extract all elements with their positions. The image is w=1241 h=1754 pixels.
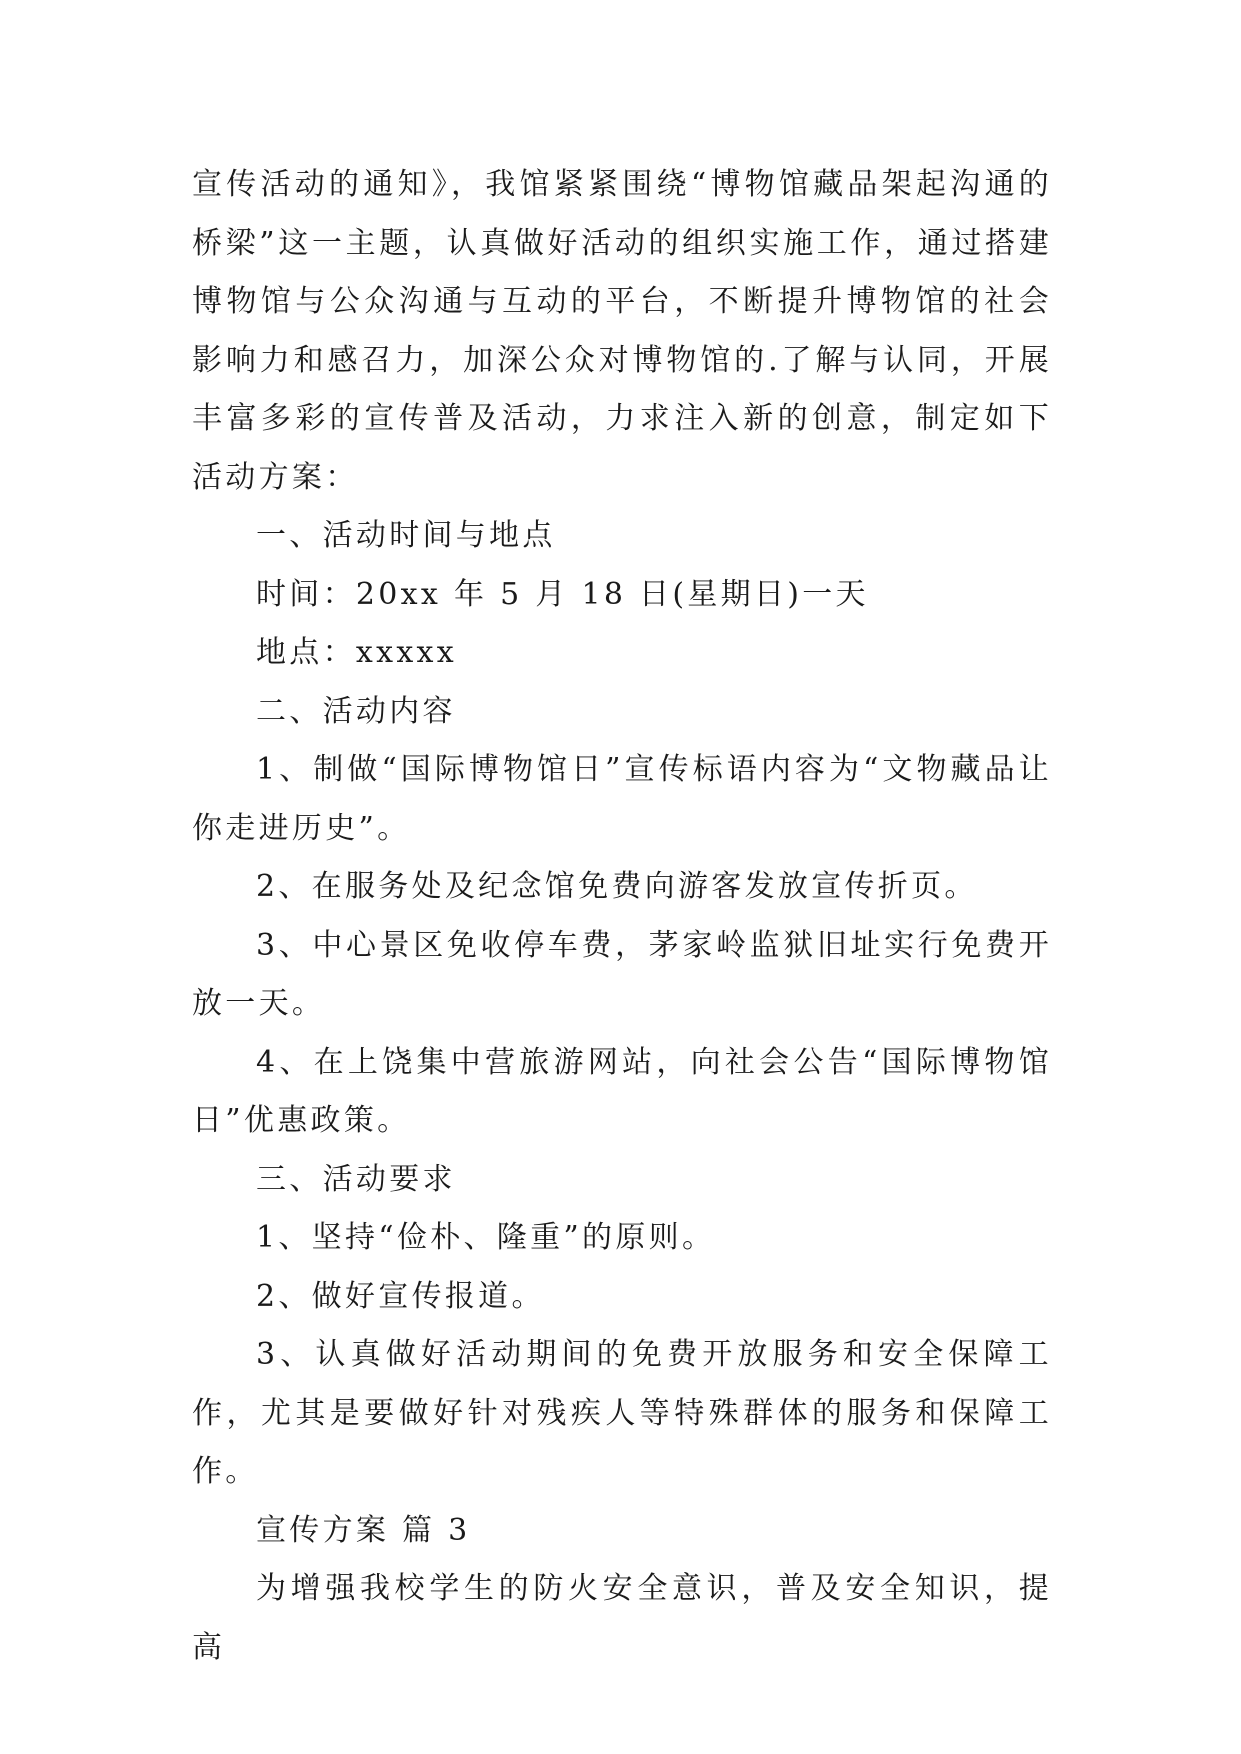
section-title-plan-3: 宣传方案 篇 3 xyxy=(256,1512,471,1548)
section-heading-content: 二、活动内容 xyxy=(256,693,456,729)
paragraph-time: 时间：20xx 年 5 月 18 日(星期日)一天 xyxy=(256,576,869,612)
paragraph-plan-3-intro: 为增强我校学生的防火安全意识，普及安全知识，提高 xyxy=(192,1571,1052,1665)
list-item-content-2: 2、在服务处及纪念馆免费向游客发放宣传折页。 xyxy=(256,869,978,904)
list-item-requirement-2: 2、做好宣传报道。 xyxy=(256,1278,545,1314)
section-heading-requirements: 三、活动要求 xyxy=(256,1161,456,1197)
list-item-requirement-3: 3、认真做好活动期间的免费开放服务和安全保障工作，尤其是要做好针对残疾人等特殊群体的服务和保障工作。 xyxy=(192,1337,1052,1489)
list-item-requirement-1: 1、坚持“俭朴、隆重”的原则。 xyxy=(256,1220,716,1255)
paragraph-location: 地点：xxxxx xyxy=(256,635,457,670)
document-body xyxy=(192,156,1052,1677)
list-item-content-1: 1、制做“国际博物馆日”宣传标语内容为“文物藏品让你走进历史”。 xyxy=(192,752,1052,846)
list-item-content-3: 3、中心景区免收停车费，茅家岭监狱旧址实行免费开放一天。 xyxy=(192,927,1052,1021)
list-item-content-4: 4、在上饶集中营旅游网站，向社会公告“国际博物馆日”优惠政策。 xyxy=(192,1044,1052,1138)
section-heading-time-place: 一、活动时间与地点 xyxy=(256,518,556,553)
paragraph-intro: 宣传活动的通知》，我馆紧紧围绕“博物馆藏品架起沟通的桥梁”这一主题，认真做好活动的组织实施工作，通过搭建博物馆与公众沟通与互动的平台，不断提升博物馆的社会影响力和感召力，加深公众对博物馆的.了解与认同，开展丰富多彩的宣传普及活动，力求注入新的创意，制定如下活动方案： xyxy=(192,167,1052,495)
